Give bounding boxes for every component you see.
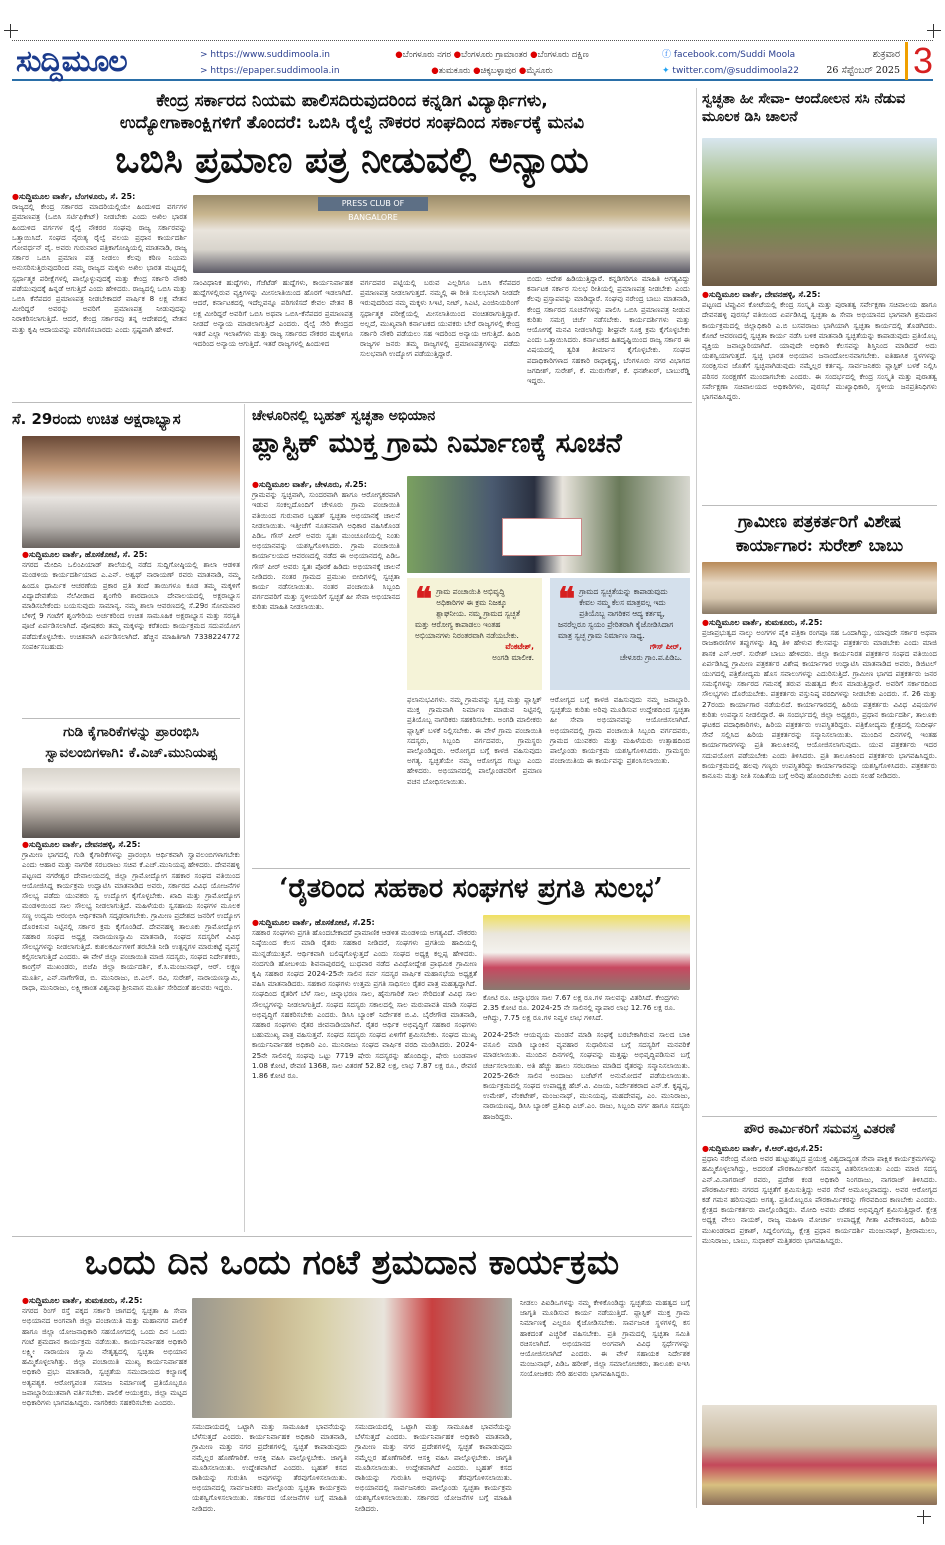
kicker: ಉದ್ಯೋಗಾಕಾಂಕ್ಷಿಗಳಿಗೆ ತೊಂದರೆ: ಒಬಿಸಿ ರೈಲ್ವೆ ನೌಕರರ ಸಂಘದಿಂದ ಸರ್ಕಾರಕ್ಕೆ ಮನವಿ [119, 113, 585, 133]
cleanliness-drive-photo [407, 476, 690, 573]
article-journalists [702, 510, 937, 558]
dateline: ಸುದ್ದಿಮೂಲ ವಾರ್ತೆ, ಹೊಸಕೋಟೆ, ಸೆ. 25: [28, 550, 148, 559]
section-divider [22, 718, 240, 719]
campaign-banner [502, 518, 582, 556]
article-plastic [252, 406, 690, 462]
article-obc [12, 90, 692, 184]
quote-author: ಗೌಸ್ ಪೀರ್, [649, 642, 682, 651]
article-obc-col1: ●ಸುದ್ದಿಮೂಲ ವಾರ್ತೆ, ಬೆಂಗಳೂರು, ಸೆ. 25: ರಾಜ್ಯದಲ್ಲಿ ಕೇಂದ್ರ ಸರ್ಕಾರದ ಮಾದರಿಯಲ್ಲಿಯೇ ಹಿಂದುಳಿದ ವರ್ಗಗಳ ಪ್ರಮಾಣಪತ್ರ (ಒಬಿಸಿ ಸರ್ಟಿಫಿಕೇಟ್) ನೀಡಬೇಕು ಎಂದು ಅಖಿಲ ಭಾರತ ಹಿಂದುಳಿದ ವರ್ಗಗಳ ರೈಲ್ವೆ ನೌಕರರ ಸಂಘವು ರಾಜ್ಯ ಸರ್ಕಾರವನ್ನು ಒತ್ತಾಯಿಸಿದೆ. ಸಂಘದ ನೈರುತ್ಯ ರೈಲ್ವೆ ವಲಯ ಪ್ರಧಾನ ಕಾರ್ಯದರ್ಶಿ ಗೋವರ್ಧನ್ ವೈ. ಅವರು ಗುರುವಾರ ಪತ್ರಿಕಾಗೋಷ್ಠಿಯಲ್ಲಿ ಮಾತನಾಡಿ, ರಾಜ್ಯ ಸರ್ಕಾರ ಒಬಿಸಿ ಪ್ರಮಾಣ ಪತ್ರ ನೀಡಲು ಕೆಲವು ಕಠಿಣ ನಿಯಮ ಅನುಸರಿಸುತ್ತಿರುವುದರಿಂದ ನಮ್ಮ ರಾಜ್ಯದ ಮಕ್ಕಳು ಅಖಿಲ ಭಾರತ ಮಟ್ಟದಲ್ಲಿ ಸ್ಪರ್ಧಾತ್ಮಕ ಪರೀಕ್ಷೆಗಳಲ್ಲಿ ಪಾಲ್ಗೊಳ್ಳುವುದಕ್ಕೆ ಮತ್ತು ಕೇಂದ್ರ ಸರ್ಕಾರಿ ನೌಕರಿ ಪಡೆಯುವುದಕ್ಕೆ ಹಿನ್ನಡೆ ಆಗುತ್ತಿದೆ ಎಂದು ಹೇಳಿದರು. ರಾಜ್ಯದಲ್ಲಿ ಒಬಿಸಿ ಮತ್ತು ಒಬಿಸಿ ಕೆನೆಪದರ ಪ್ರಮಾಣಪತ್ರ ನೀಡಬೇಕಾದರೆ ವಾರ್ಷಿಕ 8 ಲಕ್ಷ ವೇತನ ಮೀರಿದ್ದರೆ ಅವರನ್ನು ಅವರಿಗೆ ಪ್ರಮಾಣಪತ್ರ ನೀಡುವುದನ್ನು ನಿರಾಕರಿಸಲಾಗುತ್ತಿದೆ. ಆದರೆ, ಕೇಂದ್ರ ಸರ್ಕಾರವು ತನ್ನ ಆದೇಶದಲ್ಲಿ ವೇತನ ಮತ್ತು ಕೃಷಿ ಆದಾಯವನ್ನು ಪರಿಗಣಿಸಬಾರದು ಎಂದು ಸ್ಪಷ್ಟವಾಗಿ ಹೇಳಿದೆ. [12, 192, 187, 334]
article-plastic-col3: ಆರೋಗ್ಯದ ಬಗ್ಗೆ ಕಾಳಜಿ ವಹಿಸುವುದು ನಮ್ಮ ಜವಾಬ್ದಾರಿ. ಸ್ವಚ್ಛತೆಯ ಕುರಿತು ಅರಿವು ಮೂಡಿಸುವ ಉದ್ದೇಶದಿಂದ ಸ್ವಚ್ಛತಾ ಹೀ ಸೇವಾ ಅಭಿಯಾನವನ್ನು ಆಯೋಜಿಸಲಾಗಿದೆ. ಅಭಿಯಾನದಲ್ಲಿ ಗ್ರಾಮ ಪಂಚಾಯಿತಿ ಸಿಬ್ಬಂದಿ ವರ್ಗದವರು, ಗ್ರಾಮದ ಯುವಕರು ಮತ್ತು ಮಹಿಳೆಯರು ಉತ್ಸಾಹದಿಂದ ಪಾಲ್ಗೊಂಡು ಕಾರ್ಯಕ್ರಮ ಯಶಸ್ವಿಗೊಳಿಸಿದರು. ಗ್ರಾಮಸ್ಥರು ಪಂಚಾಯಿತಿಯ ಈ ಕಾರ್ಯವನ್ನು ಪ್ರಶಂಸಿಸಲಾಯಿತು. [550, 695, 690, 766]
article-shramadana [12, 1238, 692, 1288]
headline: ಗ್ರಾಮೀಣ ಪತ್ರಕರ್ತರಿಗೆ ವಿಶೇಷ ಕಾರ್ಯಾಗಾರ: ಸುರೇಶ್ ಬಾಬು [735, 512, 904, 556]
section-divider [12, 402, 692, 403]
kicker: ಚೇಳೂರಿನಲ್ಲಿ ಬೃಹತ್ ಸ್ವಚ್ಛತಾ ಅಭಿಯಾನ [252, 408, 436, 424]
headline: ಪೌರ ಕಾರ್ಮಿಕರಿಗೆ ಸಮವಸ್ತ್ರ ವಿತರಣೆ [743, 1122, 896, 1137]
section-divider [702, 505, 937, 506]
article-body: ರಾಜ್ಯದಲ್ಲಿ ಕೇಂದ್ರ ಸರ್ಕಾರದ ಮಾದರಿಯಲ್ಲಿಯೇ ಹಿಂದುಳಿದ ವರ್ಗಗಳ ಪ್ರಮಾಣಪತ್ರ (ಒಬಿಸಿ ಸರ್ಟಿಫಿಕೇಟ್) ನೀಡಬೇಕು ಎಂದು ಅಖಿಲ ಭಾರತ ಹಿಂದುಳಿದ ವರ್ಗಗಳ ರೈಲ್ವೆ ನೌಕರರ ಸಂಘವು ರಾಜ್ಯ ಸರ್ಕಾರವನ್ನು ಒತ್ತಾಯಿಸಿದೆ. ಸಂಘದ ನೈರುತ್ಯ ರೈಲ್ವೆ ವಲಯ ಪ್ರಧಾನ ಕಾರ್ಯದರ್ಶಿ ಗೋವರ್ಧನ್ ವೈ. ಅವರು ಗುರುವಾರ ಪತ್ರಿಕಾಗೋಷ್ಠಿಯಲ್ಲಿ ಮಾತನಾಡಿ, ರಾಜ್ಯ ಸರ್ಕಾರ ಒಬಿಸಿ ಪ್ರಮಾಣ ಪತ್ರ ನೀಡಲು ಕೆಲವು ಕಠಿಣ ನಿಯಮ ಅನುಸರಿಸುತ್ತಿರುವುದರಿಂದ ನಮ್ಮ ರಾಜ್ಯದ ಮಕ್ಕಳು ಅಖಿಲ ಭಾರತ ಮಟ್ಟದಲ್ಲಿ ಸ್ಪರ್ಧಾತ್ಮಕ ಪರೀಕ್ಷೆಗಳಲ್ಲಿ ಪಾಲ್ಗೊಳ್ಳುವುದಕ್ಕೆ ಮತ್ತು ಕೇಂದ್ರ ಸರ್ಕಾರಿ ನೌಕರಿ ಪಡೆಯುವುದಕ್ಕೆ ಹಿನ್ನಡೆ ಆಗುತ್ತಿದೆ ಎಂದು ಹೇಳಿದರು. ರಾಜ್ಯದಲ್ಲಿ ಒಬಿಸಿ ಮತ್ತು ಒಬಿಸಿ ಕೆನೆಪದರ ಪ್ರಮಾಣಪತ್ರ ನೀಡಬೇಕಾದರೆ ವಾರ್ಷಿಕ 8 ಲಕ್ಷ ವೇತನ ಮೀರಿದ್ದರೆ ಅವರನ್ನು ಅವರಿಗೆ ಪ್ರಮಾಣಪತ್ರ ನೀಡುವುದನ್ನು ನಿರಾಕರಿಸಲಾಗುತ್ತಿದೆ. ಆದರೆ, ಕೇಂದ್ರ ಸರ್ಕಾರವು ತನ್ನ ಆದೇಶದಲ್ಲಿ ವೇತನ ಮತ್ತು ಕೃಷಿ ಆದಾಯವನ್ನು ಪರಿಗಣಿಸಬಾರದು ಎಂದು ಸ್ಪಷ್ಟವಾಗಿ ಹೇಳಿದೆ. [12, 202, 187, 334]
top-dotted-rule [12, 40, 933, 41]
article-body: ಪ್ರಧಾನಿ ನರೇಂದ್ರ ಮೋದಿ ಅವರ ಹುಟ್ಟುಹಬ್ಬದ ಪ್ರಯುಕ್ತ ವಿಶ್ವದಾದ್ಯಂತ ಸೇವಾ ಪಾಕ್ಷಿಕ ಕಾರ್ಯಕ್ರಮಗಳನ್ನು ಹಮ್ಮಿಕೊಳ್ಳಲಾಗಿದ್ದು, ಅದರಂತೆ ಪೌರಕಾರ್ಮಿಕರಿಗೆ ಸಮವಸ್ತ್ರ ವಿತರಿಸಲಾಯಿತು ಎಂದು ಮಾಜಿ ಸದಸ್ಯ ಎನ್.ವಿ.ನಾಗರಾಜ್ ರವರು, ಪ್ರದೇಶ ಕಂಡ ಅಧಿಕಾರಿ ನಿಂಗರಾಜು, ನಾಗರಾಜ್ ತಿಳಿಸಿದರು. ಪೌರಕಾರ್ಮಿಕರು ನಗರದ ಸ್ವಚ್ಛತೆಗೆ ಶ್ರಮಿಸುತ್ತಿದ್ದು ಅವರ ಸೇವೆ ಅಮೂಲ್ಯವಾದದ್ದು. ಅವರ ಆರೋಗ್ಯದ ಕಡೆ ಗಮನ ಹರಿಸುವುದು ಅಗತ್ಯ. ಪ್ರತಿಯೊಬ್ಬರೂ ಪೌರಕಾರ್ಮಿಕರನ್ನು ಗೌರವದಿಂದ ಕಾಣಬೇಕು ಎಂದರು. ಕ್ಷೇತ್ರದ ಕಾರ್ಯಕರ್ತರು ಪಾಲ್ಗೊಂಡಿದ್ದರು. ಮೋದಿ ಅವರು ದೇಶದ ಅಭಿವೃದ್ಧಿಗೆ ಶ್ರಮಿಸುತ್ತಿದ್ದಾರೆ. ಕ್ಷೇತ್ರ ಅಧ್ಯಕ್ಷ ವೇಲು ನಾಯಕ್, ರಾಜ್ಯ ಮಹಿಳಾ ಮೋರ್ಚಾ ಉಪಾಧ್ಯಕ್ಷೆ ಗೀತಾ ವಿವೇಕಾನಂದ, ಹಿರಿಯ ಮುಖಂಡರಾದ ಪ್ರಕಾಶ್, ಸಿದ್ದಲಿಂಗಯ್ಯ, ಕ್ಷೇತ್ರ ಪ್ರಧಾನ ಕಾರ್ಯದರ್ಶಿ ಮಂಜುನಾಥ್, ಶ್ರೀರಾಮುಲು, ಮುನಿರಾಜು, ಬಾಬು, ಸುಧಾಕರ್ ಮತ್ತಿತರರು ಭಾಗವಹಿಸಿದ್ದರು. [702, 1154, 937, 1245]
article-obc-col2: ಸಾಂವಿಧಾನಿಕ ಹುದ್ದೆಗಳು, ಗೆಜೆಟೆಡ್ ಹುದ್ದೆಗಳು, ಕಾರ್ಯನಿರ್ವಾಹಕ ಹುದ್ದೆಗಳಲ್ಲಿರುವ ವ್ಯಕ್ತಿಗಳನ್ನು ಮೀಸಲಾತಿಯಿಂದ ಹೊರಗೆ ಇಡಲಾಗಿದೆ. ಆದರೆ, ಕರ್ನಾಟಕದಲ್ಲಿ ಇದೆಲ್ಲವನ್ನೂ ಪರಿಗಣಿಸದೆ ಕೇವಲ ವೇತನ 8 ಲಕ್ಷ ಮೀರಿದ್ದರೆ ಅವರಿಗೆ ಒಬಿಸಿ ಅಥವಾ ಒಬಿಸಿ-ಕೆನೆಪದರ ಪ್ರಮಾಣಪತ್ರ ನೀಡದೆ ಅನ್ಯಾಯ ಮಾಡಲಾಗುತ್ತಿದೆ ಎಂದರು. ರೈಲ್ವೆ ಸೇರಿ ಕೇಂದ್ರದ ಇತರೆ ಎಲ್ಲಾ ಇಲಾಖೆಗಳು ಮತ್ತು ರಾಜ್ಯ ಸರ್ಕಾರದ ನೌಕರರ ಮಕ್ಕಳಿಗೂ ಇದರಿಂದ ಅನ್ಯಾಯ ಆಗುತ್ತಿದೆ. ಇತರೆ ರಾಜ್ಯಗಳಲ್ಲಿ ಹಿಂದುಳಿದ [193, 278, 353, 349]
logo[interactable]: ಸುದ್ದಿಮೂಲ [16, 44, 127, 79]
article-journalists-body: ●ಸುದ್ದಿಮೂಲ ವಾರ್ತೆ, ತುಮಕೂರು, ಸೆ.25: ಪ್ರಜಾಪ್ರಭುತ್ವದ ನಾಲ್ಕು ಅಂಗಗಳ ಪೈಕಿ ಪತ್ರಿಕಾ ರಂಗವೂ ಸಹ ಒಂದಾಗಿದ್ದು, ಯಾವುದೇ ಸರ್ಕಾರ ಅಥವಾ ರಾಜಕಾರಣಿಗಳ ತಪ್ಪುಗಳನ್ನು ತಿದ್ದಿ ತಿಳಿ ಹೇಳುವ ಕೆಲಸವನ್ನು ಪತ್ರಕರ್ತರು ಮಾಡಬೇಕು ಎಂದು ಮಾಜಿ ಶಾಸಕ ಎಸ್.ಆರ್. ಸುರೇಶ್ ಬಾಬು ಹೇಳಿದರು. ಜಿಲ್ಲಾ ಕಾರ್ಯನಿರತ ಪತ್ರಕರ್ತರ ಸಂಘದ ವತಿಯಿಂದ ಏರ್ಪಡಿಸಿದ್ದ ಗ್ರಾಮೀಣ ಪತ್ರಕರ್ತರ ವಿಶೇಷ ಕಾರ್ಯಾಗಾರ ಉದ್ಘಾಟಿಸಿ ಮಾತನಾಡಿದ ಅವರು, ಡಿಜಿಟಲ್ ಯುಗದಲ್ಲಿ ಪತ್ರಿಕೋದ್ಯಮ ಹೊಸ ಸವಾಲುಗಳನ್ನು ಎದುರಿಸುತ್ತಿದೆ. ಗ್ರಾಮೀಣ ಭಾಗದ ಪತ್ರಕರ್ತರು ಜನರ ಸಮಸ್ಯೆಗಳನ್ನು ಸರ್ಕಾರದ ಗಮನಕ್ಕೆ ತರುವ ಮಹತ್ವದ ಕೆಲಸ ಮಾಡುತ್ತಿದ್ದಾರೆ. ಅವರಿಗೆ ಸರ್ಕಾರದಿಂದ ಸೌಲಭ್ಯಗಳು ದೊರೆಯಬೇಕು. ಪತ್ರಕರ್ತರು ವಸ್ತುನಿಷ್ಠ ವರದಿಗಳನ್ನು ನೀಡಬೇಕು ಎಂದರು. ಸೆ. 26 ಮತ್ತು 27ರಂದು ಕಾರ್ಯಾಗಾರ ನಡೆಯಲಿದೆ. ಕಾರ್ಯಾಗಾರದಲ್ಲಿ ಹಿರಿಯ ಪತ್ರಕರ್ತರು ವಿವಿಧ ವಿಷಯಗಳ ಕುರಿತು ಉಪನ್ಯಾಸ ನೀಡಲಿದ್ದಾರೆ. ಈ ಸಂದರ್ಭದಲ್ಲಿ ಜಿಲ್ಲಾ ಅಧ್ಯಕ್ಷರು, ಪ್ರಧಾನ ಕಾರ್ಯದರ್ಶಿ, ತಾಲೂಕು ಘಟಕದ ಪದಾಧಿಕಾರಿಗಳು, ಹಿರಿಯ ಪತ್ರಕರ್ತರು ಉಪಸ್ಥಿತರಿದ್ದರು. ಪತ್ರಿಕೋದ್ಯಮ ಕ್ಷೇತ್ರದಲ್ಲಿ ಸುದೀರ್ಘ ಸೇವೆ ಸಲ್ಲಿಸಿದ ಹಿರಿಯ ಪತ್ರಕರ್ತರನ್ನು ಸನ್ಮಾನಿಸಲಾಯಿತು. ಮುಂದಿನ ದಿನಗಳಲ್ಲಿ ಇಂತಹ ಕಾರ್ಯಾಗಾರಗಳನ್ನು ಪ್ರತಿ ತಾಲೂಕಿನಲ್ಲಿ ಆಯೋಜಿಸಲಾಗುವುದು. ಯುವ ಪತ್ರಕರ್ತರು ಇದರ ಸದುಪಯೋಗ ಪಡೆಯಬೇಕು ಎಂದು ತಿಳಿಸಿದರು. ಪ್ರತಿ ತಾಲೂಕಿನಿಂದ ಪತ್ರಕರ್ತರು ಭಾಗವಹಿಸಿದ್ದರು. ಕಾರ್ಯಕ್ರಮದಲ್ಲಿ ಹಲವು ಗಣ್ಯರು ಉಪಸ್ಥಿತರಿದ್ದು ಕಾರ್ಯಾಗಾರವನ್ನು ಯಶಸ್ವಿಗೊಳಿಸಿದರು. ಪತ್ರಕರ್ತರು ಕಾನೂನು ಮತ್ತು ನೀತಿ ಸಂಹಿತೆಯ ಬಗ್ಗೆ ಅರಿವು ಹೊಂದಿರಬೇಕು ಎಂದು ಸಲಹೆ ನೀಡಿದರು. [702, 618, 937, 781]
headline: ಗುಡಿ ಕೈಗಾರಿಕೆಗಳನ್ನು ಪ್ರಾರಂಭಿಸಿ ಸ್ವಾವಲಂಬಿಗಳಾಗಿ: ಕೆ.ಎಚ್.ಮುನಿಯಪ್ಪ [45, 724, 217, 761]
city: ಬೆಂಗಳೂರು ಗ್ರಾಮಾಂತರ [461, 50, 528, 60]
city: ಚಿಕ್ಕಬಳ್ಳಾಪುರ [480, 66, 517, 76]
article-obc-col4 [527, 192, 690, 398]
dateline: ಸುದ್ದಿಮೂಲ ವಾರ್ತೆ, ಚೇಳೂರು, ಸೆ.25: [258, 480, 367, 489]
city: ಮೈಸೂರು [526, 66, 553, 76]
crop-mark-icon [4, 24, 18, 38]
minister-photo [22, 768, 240, 838]
section-divider [252, 868, 690, 869]
facebook-icon: ⓕ [662, 50, 672, 60]
article-raitha-col1: ●ಸುದ್ದಿಮೂಲ ವಾರ್ತೆ, ಹೊಸಕೋಟೆ, ಸೆ.25: ಸಹಕಾರ ಸಂಘಗಳು ಪ್ರಗತಿ ಹೊಂದಬೇಕಾದರೆ ಪ್ರಾಮಾಣಿಕ ಆಡಳಿತ ಮಂಡಳಿಯ ಅಗತ್ಯವಿದೆ. ನೌಕರರು ನಿಷ್ಠೆಯಿಂದ ಕೆಲಸ ಮಾಡಿ ರೈತರು ಸಹಕಾರ ನೀಡಿದರೆ, ಸಂಘಗಳು ಪ್ರಗತಿಯ ಹಾದಿಯಲ್ಲಿ ಮುನ್ನಡೆಯುತ್ತವೆ. ಆರ್ಥಿಕವಾಗಿ ಬಲಿಷ್ಠಗೊಳ್ಳುತ್ತದೆ ಎಂದು ಸಂಘದ ಅಧ್ಯಕ್ಷ ಕಲ್ಲಪ್ಪ ಹೇಳಿದರು. ನಂದಗುಡಿ ಹೋಬಳಿಯ ಶಿವನಾಪುರದಲ್ಲಿ ಬುಧವಾರ ನಡೆದ ವಿವಿಧೋದ್ದೇಶ ಪ್ರಾಥಮಿಕ ಗ್ರಾಮೀಣ ಕೃಷಿ ಸಹಕಾರ ಸಂಘದ 2024-25ನೇ ಸಾಲಿನ ಸರ್ವ ಸದಸ್ಯರ ವಾರ್ಷಿಕ ಮಹಾಸಭೆಯ ಅಧ್ಯಕ್ಷತೆ ವಹಿಸಿ ಮಾತನಾಡಿದರು. ಸಹಕಾರ ಸಂಘಗಳು ಉತ್ತಮ ಪ್ರಗತಿ ಸಾಧಿಸಲು ರೈತರ ಪಾತ್ರ ಮಹತ್ವದ್ದಾಗಿದೆ. ಸಂಘದಿಂದ ರೈತರಿಗೆ ಬೆಳೆ ಸಾಲ, ಚಿನ್ನಾಭರಣ ಸಾಲ, ಹೈನುಗಾರಿಕೆ ಸಾಲ ಸೇರಿದಂತೆ ವಿವಿಧ ಸಾಲ ಸೌಲಭ್ಯಗಳನ್ನು ನೀಡಲಾಗುತ್ತಿದೆ. ಸಂಘದ ಸದಸ್ಯರು ಸಕಾಲದಲ್ಲಿ ಸಾಲ ಮರುಪಾವತಿ ಮಾಡಿ ಸಂಘದ ಅಭಿವೃದ್ಧಿಗೆ ಸಹಕರಿಸಬೇಕು ಎಂದರು. ಡಿಸಿಸಿ ಬ್ಯಾಂಕ್ ನಿರ್ದೇಶಕ ಬಿ.ವಿ. ಬೈರೇಗೌಡ ಮಾತನಾಡಿ, ಸಹಕಾರ ಸಂಘಗಳು ರೈತರ ಜೀವನಾಡಿಯಾಗಿವೆ. ರೈತರ ಆರ್ಥಿಕ ಅಭಿವೃದ್ಧಿಗೆ ಸಹಕಾರ ಸಂಘಗಳು ಬಹುಮುಖ್ಯ ಪಾತ್ರ ವಹಿಸುತ್ತವೆ. ಸಂಘದ ಸದಸ್ಯರು ಸಂಘದ ಏಳಿಗೆಗೆ ಶ್ರಮಿಸಬೇಕು. ಸಂಘದ ಮುಖ್ಯ ಕಾರ್ಯನಿರ್ವಾಹಕ ಅಧಿಕಾರಿ ಎಂ. ಮುನಿರಾಜು ಸಂಘದ ವಾರ್ಷಿಕ ವರದಿ ಮಂಡಿಸಿದರು. 2024-25ನೇ ಸಾಲಿನಲ್ಲಿ ಸಂಘವು ಒಟ್ಟು 7719 ಷೇರು ಸದಸ್ಯರನ್ನು ಹೊಂದಿದ್ದು, ಷೇರು ಬಂಡವಾಳ 1.08 ಕೋಟಿ, ಠೇವಣಿ 1368, ಸಾಲ ವಿತರಣೆ 52.82 ಲಕ್ಷ, ಲಾಭ 7.87 ಲಕ್ಷ ರೂ., ಠೇವಣಿ 1.86 ಕೋಟಿ ರೂ. [252, 918, 477, 1081]
article-shramadana-col2b: ಸಮುದಾಯದಲ್ಲಿ ಒಟ್ಟಾಗಿ ಮತ್ತು ಸಾಮೂಹಿಕ ಭಾವನೆಯನ್ನು ಬೆಳೆಸುತ್ತದೆ ಎಂದರು. ಕಾರ್ಯನಿರ್ವಾಹಕ ಅಧಿಕಾರಿ ಮಾತನಾಡಿ, ಗ್ರಾಮೀಣ ಮತ್ತು ನಗರ ಪ್ರದೇಶಗಳಲ್ಲಿ ಸ್ವಚ್ಛತೆ ಕಾಪಾಡುವುದು ನಮ್ಮೆಲ್ಲರ ಹೊಣೆಗಾರಿಕೆ. ಆಸಕ್ತಿ ವಹಿಸಿ ಪಾಲ್ಗೊಳ್ಳಬೇಕು. ಜಾಗೃತಿ ಮೂಡಿಸಲಾಯಿತು. ಉದ್ದೇಶವಾಗಿದೆ ಎಂದರು. ಬೃಹತ್ ಕಸದ ರಾಶಿಯನ್ನು ಗುರುತಿಸಿ ಅವುಗಳನ್ನು ತೆರವುಗೊಳಿಸಲಾಯಿತು. ಅಭಿಯಾನದಲ್ಲಿ ಸಾರ್ವಜನಿಕರು ಪಾಲ್ಗೊಂಡು ಸ್ವಚ್ಛತಾ ಕಾರ್ಯಕ್ರಮ ಯಶಸ್ವಿಗೊಳಿಸಲಾಯಿತು. ಸರ್ಕಾರದ ಯೋಜನೆಗಳ ಬಗ್ಗೆ ಮಾಹಿತಿ ನೀಡಿದರು. [355, 1422, 512, 1513]
article-gudi-body: ●ಸುದ್ದಿಮೂಲ ವಾರ್ತೆ, ದೇವನಹಳ್ಳಿ, ಸೆ.25: ಗ್ರಾಮೀಣ ಭಾಗದಲ್ಲಿ ಗುಡಿ ಕೈಗಾರಿಕೆಗಳನ್ನು ಪ್ರಾರಂಭಿಸಿ ಆರ್ಥಿಕವಾಗಿ ಸ್ವಾವಲಂಬಿಗಳಾಗಬೇಕು ಎಂದು ಆಹಾರ ಮತ್ತು ನಾಗರಿಕ ಸರಬರಾಜು ಸಚಿವ ಕೆ.ಎಚ್.ಮುನಿಯಪ್ಪ ಹೇಳಿದರು. ದೇವನಹಳ್ಳಿ ಪಟ್ಟಣದ ನಗರೇಶ್ವರ ದೇವಾಲಯದಲ್ಲಿ ಜಿಲ್ಲಾ ಗ್ರಾಮೋದ್ಯೋಗ ಸಹಕಾರ ಸಂಘದ ವತಿಯಿಂದ ಆಯೋಜಿಸಿದ್ದ ಕಾರ್ಯಕ್ರಮ ಉದ್ಘಾಟಿಸಿ ಮಾತನಾಡಿದ ಅವರು, ಸರ್ಕಾರದ ವಿವಿಧ ಯೋಜನೆಗಳ ಸೌಲಭ್ಯ ಪಡೆದು ಯುವಕರು ಸ್ವ ಉದ್ಯೋಗ ಕೈಗೊಳ್ಳಬೇಕು. ಖಾದಿ ಮತ್ತು ಗ್ರಾಮೋದ್ಯೋಗ ಮಂಡಳಿಯಿಂದ ಸಾಲ ಸೌಲಭ್ಯ ನೀಡಲಾಗುತ್ತಿದೆ. ಮಹಿಳೆಯರು ಸ್ವಸಹಾಯ ಸಂಘಗಳ ಮೂಲಕ ಸಣ್ಣ ಉದ್ಯಮ ಆರಂಭಿಸಿ ಆರ್ಥಿಕವಾಗಿ ಸದೃಢರಾಗಬೇಕು. ಗ್ರಾಮೀಣ ಪ್ರದೇಶದ ಜನರಿಗೆ ಉದ್ಯೋಗ ದೊರಕಿಸುವ ನಿಟ್ಟಿನಲ್ಲಿ ಸರ್ಕಾರ ಕ್ರಮ ಕೈಗೊಂಡಿದೆ. ದೇವನಹಳ್ಳಿ ತಾಲೂಕು ಗ್ರಾಮೋದ್ಯೋಗ ಸಹಕಾರ ಸಂಘದ ಅಧ್ಯಕ್ಷ ನಾರಾಯಣಸ್ವಾಮಿ ಮಾತನಾಡಿ, ಸಂಘದ ಸದಸ್ಯರಿಗೆ ವಿವಿಧ ಸೌಲಭ್ಯಗಳನ್ನು ನೀಡಲಾಗುತ್ತಿದೆ. ಕುಶಲಕರ್ಮಿಗಳಿಗೆ ತರಬೇತಿ ನೀಡಿ ಉತ್ಪನ್ನಗಳ ಮಾರುಕಟ್ಟೆ ವ್ಯವಸ್ಥೆ ಕಲ್ಪಿಸಲಾಗುತ್ತಿದೆ ಎಂದರು. ಈ ವೇಳೆ ಜಿಲ್ಲಾ ಪಂಚಾಯಿತಿ ಮಾಜಿ ಸದಸ್ಯರು, ಸಂಘದ ನಿರ್ದೇಶಕರು, ಕಾಂಗ್ರೆಸ್ ಮುಖಂಡರು, ಬಿಜೆಪಿ ಜಿಲ್ಲಾ ಕಾರ್ಯದರ್ಶಿ, ಕೆ.ಸಿ.ಮಂಜುನಾಥ್, ಆರ್. ಲಕ್ಷ್ಮಣ ಮೂರ್ತಿ, ಎನ್.ನಾಗೇಗೌಡ, ಬಿ. ಮುನಿರಾಜು, ಬಿ.ಎಲ್. ರವಿ, ಸುರೇಶ್, ನಾರಾಯಣಸ್ವಾಮಿ, ರಾಧಾ, ಮುನಿರಾಜು, ಲಕ್ಷ್ಮೀಕಾಂತ ವಿಶ್ವನಾಥ ಶ್ರೀನಿವಾಸ ಮೂರ್ತಿ ಸೇರಿದಂತೆ ಹಲವರು ಇದ್ದರು. [22, 840, 240, 992]
weekday: ಶುಕ್ರವಾರ [872, 49, 900, 60]
issue-date [812, 47, 900, 79]
article-pourakarmika-body: ●ಸುದ್ದಿಮೂಲ ವಾರ್ತೆ, ಕೆ.ಆರ್.ಪುರ,ಸೆ.25: ಪ್ರಧಾನಿ ನರೇಂದ್ರ ಮೋದಿ ಅವರ ಹುಟ್ಟುಹಬ್ಬದ ಪ್ರಯುಕ್ತ ವಿಶ್ವದಾದ್ಯಂತ ಸೇವಾ ಪಾಕ್ಷಿಕ ಕಾರ್ಯಕ್ರಮಗಳನ್ನು ಹಮ್ಮಿಕೊಳ್ಳಲಾಗಿದ್ದು, ಅದರಂತೆ ಪೌರಕಾರ್ಮಿಕರಿಗೆ ಸಮವಸ್ತ್ರ ವಿತರಿಸಲಾಯಿತು ಎಂದು ಮಾಜಿ ಸದಸ್ಯ ಎನ್.ವಿ.ನಾಗರಾಜ್ ರವರು, ಪ್ರದೇಶ ಕಂಡ ಅಧಿಕಾರಿ ನಿಂಗರಾಜು, ನಾಗರಾಜ್ ತಿಳಿಸಿದರು. ಪೌರಕಾರ್ಮಿಕರು ನಗರದ ಸ್ವಚ್ಛತೆಗೆ ಶ್ರಮಿಸುತ್ತಿದ್ದು ಅವರ ಸೇವೆ ಅಮೂಲ್ಯವಾದದ್ದು. ಅವರ ಆರೋಗ್ಯದ ಕಡೆ ಗಮನ ಹರಿಸುವುದು ಅಗತ್ಯ. ಪ್ರತಿಯೊಬ್ಬರೂ ಪೌರಕಾರ್ಮಿಕರನ್ನು ಗೌರವದಿಂದ ಕಾಣಬೇಕು ಎಂದರು. ಕ್ಷೇತ್ರದ ಕಾರ್ಯಕರ್ತರು ಪಾಲ್ಗೊಂಡಿದ್ದರು. ಮೋದಿ ಅವರು ದೇಶದ ಅಭಿವೃದ್ಧಿಗೆ ಶ್ರಮಿಸುತ್ತಿದ್ದಾರೆ. ಕ್ಷೇತ್ರ ಅಧ್ಯಕ್ಷ ವೇಲು ನಾಯಕ್, ರಾಜ್ಯ ಮಹಿಳಾ ಮೋರ್ಚಾ ಉಪಾಧ್ಯಕ್ಷೆ ಗೀತಾ ವಿವೇಕಾನಂದ, ಹಿರಿಯ ಮುಖಂಡರಾದ ಪ್ರಕಾಶ್, ಸಿದ್ದಲಿಂಗಯ್ಯ, ಕ್ಷೇತ್ರ ಪ್ರಧಾನ ಕಾರ್ಯದರ್ಶಿ ಮಂಜುನಾಥ್, ಶ್ರೀರಾಮುಲು, ಮುನಿರಾಜು, ಬಾಬು, ಸುಧಾಕರ್ ಮತ್ತಿತರರು ಭಾಗವಹಿಸಿದ್ದರು. [702, 1144, 937, 1245]
dateline: ಸುದ್ದಿಮೂಲ ವಾರ್ತೆ, ಬೆಂಗಳೂರು, ಸೆ. 25: [18, 192, 136, 201]
article-shramadana-col3: ನೀಡಲು ಪಿಐಡಿಒಗಳನ್ನು ನಮ್ಮ ಕೇಳಿಕೊಂಡಿದ್ದು ಸ್ವಚ್ಛತೆಯ ಮಹತ್ವದ ಬಗ್ಗೆ ಜಾಗೃತಿ ಮೂಡಿಸುವ ಕಾರ್ಯ ನಡೆಯುತ್ತಿದೆ. ಪ್ಲಾಸ್ಟಿಕ್ ಮುಕ್ತ ಗ್ರಾಮ ನಿರ್ಮಾಣಕ್ಕೆ ಎಲ್ಲರೂ ಕೈಜೋಡಿಸಬೇಕು. ಸಾರ್ವಜನಿಕ ಸ್ಥಳಗಳಲ್ಲಿ ಕಸ ಹಾಕದಂತೆ ಎಚ್ಚರಿಕೆ ವಹಿಸಬೇಕು. ಪ್ರತಿ ಗ್ರಾಮದಲ್ಲಿ ಸ್ವಚ್ಛತಾ ಸಮಿತಿ ರಚಿಸಲಾಗಿದೆ. ಅಭಿಯಾನದ ಅಂಗವಾಗಿ ವಿವಿಧ ಸ್ಪರ್ಧೆಗಳನ್ನು ಆಯೋಜಿಸಲಾಗಿದೆ ಎಂದರು. ಈ ವೇಳೆ ಸಹಾಯಕ ನಿರ್ದೇಶಕ ಮಂಜುನಾಥ್, ಪಿಡಿಒ ಹರೀಶ್, ಜಿಲ್ಲಾ ಸಮಾಲೋಚಕರು, ತಾಲೂಕು ಐಇಸಿ ಸಂಯೋಜಕರು ಸೇರಿ ಹಲವರು ಭಾಗವಹಿಸಿದ್ದರು. [520, 1298, 690, 1379]
dateline: ಸುದ್ದಿಮೂಲ ವಾರ್ತೆ, ತುಮಕೂರು, ಸೆ.25: [28, 1296, 143, 1305]
quote-text: ಗ್ರಾಮದ ಸ್ವಚ್ಛತೆಯನ್ನು ಕಾಪಾಡುವುದು ಕೇವಲ ನಮ್ಮ ಕೆಲಸ ಮಾತ್ರವಲ್ಲ ಇದು ಪ್ರತಿಯೊಬ್ಬ ನಾಗರಿಕನ ಆದ್ಯ ಕರ್ತವ್ಯ, ಜನರೆಲ್ಲರೂ ಸ್ವಯಂ ಪ್ರೇರಿತರಾಗಿ ಕೈಜೋಡಿಸಿದಾಗ ಮಾತ್ರ ಸ್ವಚ್ಛ ಗ್ರಾಮ ನಿರ್ಮಾಣ ಸಾಧ್ಯ. [558, 587, 674, 640]
article-shramadana-col1: ●ಸುದ್ದಿಮೂಲ ವಾರ್ತೆ, ತುಮಕೂರು, ಸೆ.25: ನಗರದ ರಿಂಗ್ ರಸ್ತೆ ಪಕ್ಕದ ಸರ್ಕಾರಿ ಜಾಗದಲ್ಲಿ ಸ್ವಚ್ಛತಾ ಹಿ ಸೇವಾ ಅಭಿಯಾನದ ಅಂಗವಾಗಿ ಜಿಲ್ಲಾ ಪಂಚಾಯಿತಿ ಮತ್ತು ಮಹಾನಗರ ಪಾಲಿಕೆ ಹಾಗೂ ಜಿಲ್ಲಾ ಯೋಜನಾಧಿಕಾರಿ ಸಹಯೋಗದಲ್ಲಿ ಒಂದು ದಿನ ಒಂದು ಗಂಟೆ ಶ್ರಮದಾನ ಕಾರ್ಯಕ್ರಮ ನಡೆಯಿತು. ಕಾರ್ಯನಿರ್ವಾಹಕ ಅಧಿಕಾರಿ ಲಕ್ಷ್ಮೀ ನಾರಾಯಣ ಸ್ವಾಮಿ ನೇತೃತ್ವದಲ್ಲಿ ಸ್ವಚ್ಛತಾ ಅಭಿಯಾನ ಹಮ್ಮಿಕೊಳ್ಳಲಾಗಿತ್ತು. ಜಿಲ್ಲಾ ಪಂಚಾಯಿತಿ ಮುಖ್ಯ ಕಾರ್ಯನಿರ್ವಾಹಕ ಅಧಿಕಾರಿ ಪ್ರಭು ಮಾತನಾಡಿ, ಸ್ವಚ್ಛತೆಯ ಸಮುದಾಯದ ಕಲ್ಯಾಣಕ್ಕೆ ಅತ್ಯವಶ್ಯಕ. ಆರೋಗ್ಯವಂತ ಸಮಾಜ ನಿರ್ಮಾಣಕ್ಕೆ ಪ್ರತಿಯೊಬ್ಬರೂ ಜವಾಬ್ದಾರಿಯುತವಾಗಿ ವರ್ತಿಸಬೇಕು. ಪಾಲಿಕೆ ಆಯುಕ್ತರು, ಜಿಲ್ಲಾ ಮಟ್ಟದ ಅಧಿಕಾರಿಗಳು ಭಾಗವಹಿಸಿದ್ದರು. ನಾಗರಿಕರು ಸಹಕರಿಸಬೇಕು ಎಂದರು. [22, 1296, 187, 1408]
article-plastic-col1: ●ಸುದ್ದಿಮೂಲ ವಾರ್ತೆ, ಚೇಳೂರು, ಸೆ.25: ಗ್ರಾಮವನ್ನು ಸ್ವಚ್ಛವಾಗಿ, ಸುಂದರವಾಗಿ ಹಾಗೂ ಆರೋಗ್ಯಕರವಾಗಿ ಇಡುವ ಸಂಕಲ್ಪದೊಂದಿಗೆ ಚೇಳೂರು ಗ್ರಾಮ ಪಂಚಾಯಿತಿ ವತಿಯಿಂದ ಗುರುವಾರ ಬೃಹತ್ ಸ್ವಚ್ಛತಾ ಅಭಿಯಾನಕ್ಕೆ ಚಾಲನೆ ನೀಡಲಾಯಿತು. ಇತ್ತೀಚೆಗೆ ನೂತನವಾಗಿ ಅಧಿಕಾರ ವಹಿಸಿಕೊಂಡ ಪಿಡಿಒ ಗೌಸ್ ಪೀರ್ ಅವರು ಸ್ವತಃ ಮುಂಚೂಣಿಯಲ್ಲಿ ನಿಂತು ಅಭಿಯಾನವನ್ನು ಯಶಸ್ವಿಗೊಳಿಸಿದರು. ಗ್ರಾಮ ಪಂಚಾಯಿತಿ ಕಾರ್ಯಾಲಯದ ಆವರಣದಲ್ಲಿ ನಡೆದ ಈ ಅಭಿಯಾನದಲ್ಲಿ ಪಿಡಿಒ ಗೌಸ್ ಪೀರ್ ಅವರು ಸ್ವತಃ ಪೊರಕೆ ಹಿಡಿದು ಅಭಿಯಾನಕ್ಕೆ ಚಾಲನೆ ನೀಡಿದರು. ನಂತರ ಗ್ರಾಮದ ಪ್ರಮುಖ ಬೀದಿಗಳಲ್ಲಿ ಸ್ವಚ್ಛತಾ ಕಾರ್ಯ ನಡೆಸಲಾಯಿತು. ನಂತರ ಪಂಚಾಯಿತಿ ಸಿಬ್ಬಂದಿ ವರ್ಗದವರಿಗೆ ಮತ್ತು ಸ್ಥಳೀಯರಿಗೆ ಸ್ವಚ್ಛತೆ ಹೀ ಸೇವಾ ಅಭಿಯಾನದ ಕುರಿತು ಮಾಹಿತಿ ನೀಡಲಾಯಿತು. [252, 480, 400, 612]
twitter-icon: ✦ [662, 66, 670, 76]
website-link[interactable]: > https://www.suddimoola.in [200, 50, 330, 60]
shramadana-photo [192, 1298, 512, 1418]
dateline: ಸುದ್ದಿಮೂಲ ವಾರ್ತೆ, ದೇವನಹಳ್ಳಿ, ಸೆ.25: [708, 290, 821, 299]
city: ತುಮಕೂರು [438, 66, 471, 76]
article-akshara [12, 408, 240, 430]
masthead [12, 40, 933, 81]
facebook-link[interactable]: facebook.com/Suddi Moola [673, 50, 796, 60]
headline: ಪ್ಲಾಸ್ಟಿಕ್ ಮುಕ್ತ ಗ್ರಾಮ ನಿರ್ಮಾಣಕ್ಕೆ ಸೂಚನೆ [252, 428, 622, 459]
column-divider [696, 88, 697, 1508]
article-gudi [22, 722, 240, 764]
article-body: ಬಿಂದು ಆದೇಶ ಹಿಡಿಯುತ್ತಿದ್ದಾರೆ. ಕನ್ನಡಿಗರಿಗೂ ಮಾಹಿತಿ ಅಗತ್ಯವಿದ್ದು ಕರ್ನಾಟಕ ಸರ್ಕಾರ ಸುಲಭ ರೀತಿಯಲ್ಲಿ ಪ್ರಮಾಣಪತ್ರ ನೀಡಬೇಕು ಎಂದು ಕೆಲವು ಪ್ರಸ್ತಾಪವನ್ನು ಮಾಡಿದ್ದಾರೆ. ಸಂಘವು ನರೇಂದ್ರ ಬಾಬು ಮಾತನಾಡಿ, ಕೇಂದ್ರ ಸರ್ಕಾರದ ಸೂಚನೆಗಳನ್ನು ಪಾಲಿಸಿ ಒಬಿಸಿ ಪ್ರಮಾಣಪತ್ರ ನೀಡುವ ಕುರಿತು ಸಮಗ್ರ ಚರ್ಚೆ ನಡೆಸಬೇಕು. ಕಾರ್ಯದರ್ಶಿಗಳು ಮತ್ತು ಆಯೋಗಕ್ಕೆ ಮನವಿ ನೀಡಲಾಗಿದ್ದು ಶೀಘ್ರವೇ ಸೂಕ್ತ ಕ್ರಮ ಕೈಗೊಳ್ಳಬೇಕು ಎಂದು ಒತ್ತಾಯಿಸಿದರು. ಕರ್ನಾಟಕದ ಹಿತದೃಷ್ಟಿಯಿಂದ ರಾಜ್ಯ ಸರ್ಕಾರ ಈ ವಿಷಯದಲ್ಲಿ ತ್ವರಿತ ತೀರ್ಮಾನ ಕೈಗೊಳ್ಳಬೇಕು. ಸಂಘದ ಪದಾಧಿಕಾರಿಗಳಾದ ಸಹಕಾರಿ ರಾಧಾಕೃಷ್ಣ, ಬೆಂಗಳೂರು ನಗರ ವಿಭಾಗದ ಜಗದೀಶ್, ಸುರೇಶ್, ಕೆ. ಮುರುಗೇಶ್, ಕೆ. ಧನಶೇಖರ್, ಬಾಬುರೆಡ್ಡಿ ಇದ್ದರು. [527, 274, 690, 386]
tree-planting-photo [702, 138, 937, 286]
article-akshara-body: ●ಸುದ್ದಿಮೂಲ ವಾರ್ತೆ, ಹೊಸಕೋಟೆ, ಸೆ. 25: ನಗರದ ಮೇದಿನಿ ಒಲಿಂಪಿಯಾಡ್ ಶಾಲೆಯಲ್ಲಿ ನಡೆದ ಸುದ್ದಿಗೋಷ್ಠಿಯಲ್ಲಿ ಶಾಲಾ ಆಡಳಿತ ಮಂಡಳಿಯ ಕಾರ್ಯದರ್ಶಿಯಾದ ಎ.ಎನ್. ಅಶ್ವಥ್ ನಾರಾಯಣ್ ರವರು ಮಾತನಾಡಿ, ನಮ್ಮ ಹಿಂದೂ ಧಾರ್ಮಿಕ ಆಚರಣೆಯ ಪ್ರಕಾರ ಪ್ರತಿ ತಂದೆ ತಾಯಿಗಳೂ ಕೂಡ ತಮ್ಮ ಮಕ್ಕಳಿಗೆ ವಿದ್ಯಾದೇವತೆಯ ನೆಲೆವೀಡಾದ ಶೃಂಗೇರಿ ಶಾರದಾಂಬಾ ದೇವಾಲಯದಲ್ಲಿ ಅಕ್ಷರಾಭ್ಯಾಸ ಮಾಡಿಸಬೇಕೆಂದು ಬಯಸುವುದು ಸಾಮಾನ್ಯ. ನಮ್ಮ ಶಾಲಾ ಆವರಣದಲ್ಲಿ ಸೆ.29ರ ಸೋಮವಾರ ಬೆಳಿಗ್ಗೆ 9 ಗಂಟೆಗೆ ಶೃಂಗೇರಿಯ ಅರ್ಚಕರಿಂದ ಉಚಿತ ಸಾಮೂಹಿಕ ಅಕ್ಷರಾಭ್ಯಾಸ ಮತ್ತು ಸರಸ್ವತಿ ಪೂಜೆ ಏರ್ಪಡಿಸಲಾಗಿದೆ. ಪೋಷಕರು ತಮ್ಮ ಮಕ್ಕಳನ್ನು ಕರೆತಂದು ಕಾರ್ಯಕ್ರಮದ ಸದುಪಯೋಗ ಪಡೆದುಕೊಳ್ಳಬೇಕು. ಉಚಿತವಾಗಿ ಏರ್ಪಡಿಸಲಾಗಿದೆ. ಹೆಚ್ಚಿನ ಮಾಹಿತಿಗಾಗಿ 7338224772 ಸಂಪರ್ಕಿಸಬಹುದು [22, 550, 240, 651]
article-body: ಗ್ರಾಮೀಣ ಭಾಗದಲ್ಲಿ ಗುಡಿ ಕೈಗಾರಿಕೆಗಳನ್ನು ಪ್ರಾರಂಭಿಸಿ ಆರ್ಥಿಕವಾಗಿ ಸ್ವಾವಲಂಬಿಗಳಾಗಬೇಕು ಎಂದು ಆಹಾರ ಮತ್ತು ನಾಗರಿಕ ಸರಬರಾಜು ಸಚಿವ ಕೆ.ಎಚ್.ಮುನಿಯಪ್ಪ ಹೇಳಿದರು. ದೇವನಹಳ್ಳಿ ಪಟ್ಟಣದ ನಗರೇಶ್ವರ ದೇವಾಲಯದಲ್ಲಿ ಜಿಲ್ಲಾ ಗ್ರಾಮೋದ್ಯೋಗ ಸಹಕಾರ ಸಂಘದ ವತಿಯಿಂದ ಆಯೋಜಿಸಿದ್ದ ಕಾರ್ಯಕ್ರಮ ಉದ್ಘಾಟಿಸಿ ಮಾತನಾಡಿದ ಅವರು, ಸರ್ಕಾರದ ವಿವಿಧ ಯೋಜನೆಗಳ ಸೌಲಭ್ಯ ಪಡೆದು ಯುವಕರು ಸ್ವ ಉದ್ಯೋಗ ಕೈಗೊಳ್ಳಬೇಕು. ಖಾದಿ ಮತ್ತು ಗ್ರಾಮೋದ್ಯೋಗ ಮಂಡಳಿಯಿಂದ ಸಾಲ ಸೌಲಭ್ಯ ನೀಡಲಾಗುತ್ತಿದೆ. ಮಹಿಳೆಯರು ಸ್ವಸಹಾಯ ಸಂಘಗಳ ಮೂಲಕ ಸಣ್ಣ ಉದ್ಯಮ ಆರಂಭಿಸಿ ಆರ್ಥಿಕವಾಗಿ ಸದೃಢರಾಗಬೇಕು. ಗ್ರಾಮೀಣ ಪ್ರದೇಶದ ಜನರಿಗೆ ಉದ್ಯೋಗ ದೊರಕಿಸುವ ನಿಟ್ಟಿನಲ್ಲಿ ಸರ್ಕಾರ ಕ್ರಮ ಕೈಗೊಂಡಿದೆ. ದೇವನಹಳ್ಳಿ ತಾಲೂಕು ಗ್ರಾಮೋದ್ಯೋಗ ಸಹಕಾರ ಸಂಘದ ಅಧ್ಯಕ್ಷ ನಾರಾಯಣಸ್ವಾಮಿ ಮಾತನಾಡಿ, ಸಂಘದ ಸದಸ್ಯರಿಗೆ ವಿವಿಧ ಸೌಲಭ್ಯಗಳನ್ನು ನೀಡಲಾಗುತ್ತಿದೆ. ಕುಶಲಕರ್ಮಿಗಳಿಗೆ ತರಬೇತಿ ನೀಡಿ ಉತ್ಪನ್ನಗಳ ಮಾರುಕಟ್ಟೆ ವ್ಯವಸ್ಥೆ ಕಲ್ಪಿಸಲಾಗುತ್ತಿದೆ ಎಂದರು. ಈ ವೇಳೆ ಜಿಲ್ಲಾ ಪಂಚಾಯಿತಿ ಮಾಜಿ ಸದಸ್ಯರು, ಸಂಘದ ನಿರ್ದೇಶಕರು, ಕಾಂಗ್ರೆಸ್ ಮುಖಂಡರು, ಬಿಜೆಪಿ ಜಿಲ್ಲಾ ಕಾರ್ಯದರ್ಶಿ, ಕೆ.ಸಿ.ಮಂಜುನಾಥ್, ಆರ್. ಲಕ್ಷ್ಮಣ ಮೂರ್ತಿ, ಎನ್.ನಾಗೇಗೌಡ, ಬಿ. ಮುನಿರಾಜು, ಬಿ.ಎಲ್. ರವಿ, ಸುರೇಶ್, ನಾರಾಯಣಸ್ವಾಮಿ, ರಾಧಾ, ಮುನಿರಾಜು, ಲಕ್ಷ್ಮೀಕಾಂತ ವಿಶ್ವನಾಥ ಶ್ರೀನಿವಾಸ ಮೂರ್ತಿ ಸೇರಿದಂತೆ ಹಲವರು ಇದ್ದರು. [22, 850, 240, 992]
headline: ಒಂದು ದಿನ ಒಂದು ಗಂಟೆ ಶ್ರಮದಾನ ಕಾರ್ಯಕ್ರಮ [84, 1243, 620, 1283]
article-swachhata-dc-body: ●ಸುದ್ದಿಮೂಲ ವಾರ್ತೆ, ದೇವನಹಳ್ಳಿ, ಸೆ.25: ಪಟ್ಟಣದ ಟಿಪ್ಪುವಿನ ಕೋಟೆಯಲ್ಲಿ ಕೇಂದ್ರ ಸಂಸ್ಕೃತಿ ಮತ್ತು ಪುರಾತತ್ವ ಸರ್ವೇಕ್ಷಣಾ ಸಚಿವಾಲಯ ಹಾಗೂ ದೇವನಹಳ್ಳಿ ಪುರಸಭೆ ವತಿಯಿಂದ ಏರ್ಪಡಿಸಿದ್ದ ಸ್ವಚ್ಛತಾ ಹಿ ಸೇವಾ ಅಭಿಯಾನದ ಭಾಗವಾಗಿ ಶ್ರಮದಾನ ಕಾರ್ಯಕ್ರಮದಲ್ಲಿ ಜಿಲ್ಲಾಧಿಕಾರಿ ಎ.ಬಿ ಬಸವರಾಜು ಭಾಗಿಯಾಗಿ ಸ್ವಚ್ಛತಾ ಕಾರ್ಯದಲ್ಲಿ ತೊಡಗಿದರು. ಕೋಟೆ ಆವರಣದಲ್ಲಿ ಸ್ವಚ್ಛತಾ ಕಾರ್ಯ ನಡೆಸಿ ಬಳಿಕ ಮಾತನಾಡಿ ಸ್ವಚ್ಛತೆಯನ್ನು ಕಾಪಾಡುವುದು ಪ್ರತಿಯೊಬ್ಬ ವ್ಯಕ್ತಿಯ ಜವಾಬ್ದಾರಿಯಾಗಿದೆ. ಯಾವುದೇ ಅಧಿಕಾರಿ ಕೆಲಸವನ್ನು ಶಿಸ್ತಿನಿಂದ ಮಾಡಿದರೆ ಅದು ಯಶಸ್ವಿಯಾಗುತ್ತದೆ. ಸ್ವಚ್ಛ ಭಾರತ ಅಭಿಯಾನ ಜನಾಂದೋಲನವಾಗಬೇಕು. ಐತಿಹಾಸಿಕ ಸ್ಥಳಗಳನ್ನು ಸಂರಕ್ಷಿಸುವ ಜೊತೆಗೆ ಸ್ವಚ್ಛವಾಗಿಡುವುದು ನಮ್ಮೆಲ್ಲರ ಕರ್ತವ್ಯ. ಸಾರ್ವಜನಿಕರು ಪ್ಲಾಸ್ಟಿಕ್ ಬಳಕೆ ನಿಲ್ಲಿಸಿ ಪರಿಸರ ಸಂರಕ್ಷಣೆಗೆ ಮುಂದಾಗಬೇಕು ಎಂದರು. ಈ ಸಂದರ್ಭದಲ್ಲಿ ಕೇಂದ್ರ ಸಂಸ್ಕೃತಿ ಮತ್ತು ಪುರಾತತ್ವ ಸರ್ವೇಕ್ಷಣಾ ಸಚಿವಾಲಯದ ಅಧಿಕಾರಿಗಳು, ಪುರಸಭೆ ಮುಖ್ಯಾಧಿಕಾರಿ, ಸ್ಥಳೀಯ ಜನಪ್ರತಿನಿಧಿಗಳು ಭಾಗವಹಿಸಿದ್ದರು. [702, 290, 937, 402]
city: ಬೆಂಗಳೂರು ದಕ್ಷಿಣ [537, 50, 589, 60]
article-raitha [252, 870, 690, 908]
article-body: ನಗರದ ಮೇದಿನಿ ಒಲಿಂಪಿಯಾಡ್ ಶಾಲೆಯಲ್ಲಿ ನಡೆದ ಸುದ್ದಿಗೋಷ್ಠಿಯಲ್ಲಿ ಶಾಲಾ ಆಡಳಿತ ಮಂಡಳಿಯ ಕಾರ್ಯದರ್ಶಿಯಾದ ಎ.ಎನ್. ಅಶ್ವಥ್ ನಾರಾಯಣ್ ರವರು ಮಾತನಾಡಿ, ನಮ್ಮ ಹಿಂದೂ ಧಾರ್ಮಿಕ ಆಚರಣೆಯ ಪ್ರಕಾರ ಪ್ರತಿ ತಂದೆ ತಾಯಿಗಳೂ ಕೂಡ ತಮ್ಮ ಮಕ್ಕಳಿಗೆ ವಿದ್ಯಾದೇವತೆಯ ನೆಲೆವೀಡಾದ ಶೃಂಗೇರಿ ಶಾರದಾಂಬಾ ದೇವಾಲಯದಲ್ಲಿ ಅಕ್ಷರಾಭ್ಯಾಸ ಮಾಡಿಸಬೇಕೆಂದು ಬಯಸುವುದು ಸಾಮಾನ್ಯ. ನಮ್ಮ ಶಾಲಾ ಆವರಣದಲ್ಲಿ ಸೆ.29ರ ಸೋಮವಾರ ಬೆಳಿಗ್ಗೆ 9 ಗಂಟೆಗೆ ಶೃಂಗೇರಿಯ ಅರ್ಚಕರಿಂದ ಉಚಿತ ಸಾಮೂಹಿಕ ಅಕ್ಷರಾಭ್ಯಾಸ ಮತ್ತು ಸರಸ್ವತಿ ಪೂಜೆ ಏರ್ಪಡಿಸಲಾಗಿದೆ. ಪೋಷಕರು ತಮ್ಮ ಮಕ್ಕಳನ್ನು ಕರೆತಂದು ಕಾರ್ಯಕ್ರಮದ ಸದುಪಯೋಗ ಪಡೆದುಕೊಳ್ಳಬೇಕು. ಉಚಿತವಾಗಿ ಏರ್ಪಡಿಸಲಾಗಿದೆ. ಹೆಚ್ಚಿನ ಮಾಹಿತಿಗಾಗಿ 7338224772 ಸಂಪರ್ಕಿಸಬಹುದು [22, 560, 240, 651]
page-number: 3 [905, 42, 933, 80]
headline: ಒಬಿಸಿ ಪ್ರಮಾಣ ಪತ್ರ ನೀಡುವಲ್ಲಿ ಅನ್ಯಾಯ [115, 139, 589, 181]
section-divider [12, 1236, 692, 1237]
column-divider [244, 404, 245, 1232]
dateline: ಸುದ್ದಿಮೂಲ ವಾರ್ತೆ, ಹೊಸಕೋಟೆ, ಸೆ.25: [258, 918, 375, 927]
cooperative-meeting-photo [483, 915, 690, 990]
crop-mark-icon [917, 1510, 931, 1524]
dateline: ಸುದ್ದಿಮೂಲ ವಾರ್ತೆ, ಕೆ.ಆರ್.ಪುರ,ಸೆ.25: [708, 1144, 823, 1153]
uniform-distribution-photo [702, 1405, 937, 1505]
photo-caption: ಕೋಟಿ ರೂ. ಚಿನ್ನಾಭರಣ ಸಾಲ 7.67 ಲಕ್ಷ ರೂ.ಗಳ ಸಾಲವನ್ನು ವಿತರಿಸಿದೆ. ಕೇಂದ್ರಗಳು 2.35 ಕೋಟಿ ರೂ. 2024-25 ನೇ ಸಾಲಿನಲ್ಲಿ ವ್ಯಾಪಾರ ಲಾಭ 12.76 ಲಕ್ಷ ರೂ. ಆಗಿದ್ದು, 7.75 ಲಕ್ಷ ರೂ.ಗಳ ನಿವ್ವಳ ಲಾಭ ಗಳಿಸಿದೆ. [483, 993, 680, 1022]
article-body: ಪಟ್ಟಣದ ಟಿಪ್ಪುವಿನ ಕೋಟೆಯಲ್ಲಿ ಕೇಂದ್ರ ಸಂಸ್ಕೃತಿ ಮತ್ತು ಪುರಾತತ್ವ ಸರ್ವೇಕ್ಷಣಾ ಸಚಿವಾಲಯ ಹಾಗೂ ದೇವನಹಳ್ಳಿ ಪುರಸಭೆ ವತಿಯಿಂದ ಏರ್ಪಡಿಸಿದ್ದ ಸ್ವಚ್ಛತಾ ಹಿ ಸೇವಾ ಅಭಿಯಾನದ ಭಾಗವಾಗಿ ಶ್ರಮದಾನ ಕಾರ್ಯಕ್ರಮದಲ್ಲಿ ಜಿಲ್ಲಾಧಿಕಾರಿ ಎ.ಬಿ ಬಸವರಾಜು ಭಾಗಿಯಾಗಿ ಸ್ವಚ್ಛತಾ ಕಾರ್ಯದಲ್ಲಿ ತೊಡಗಿದರು. ಕೋಟೆ ಆವರಣದಲ್ಲಿ ಸ್ವಚ್ಛತಾ ಕಾರ್ಯ ನಡೆಸಿ ಬಳಿಕ ಮಾತನಾಡಿ ಸ್ವಚ್ಛತೆಯನ್ನು ಕಾಪಾಡುವುದು ಪ್ರತಿಯೊಬ್ಬ ವ್ಯಕ್ತಿಯ ಜವಾಬ್ದಾರಿಯಾಗಿದೆ. ಯಾವುದೇ ಅಧಿಕಾರಿ ಕೆಲಸವನ್ನು ಶಿಸ್ತಿನಿಂದ ಮಾಡಿದರೆ ಅದು ಯಶಸ್ವಿಯಾಗುತ್ತದೆ. ಸ್ವಚ್ಛ ಭಾರತ ಅಭಿಯಾನ ಜನಾಂದೋಲನವಾಗಬೇಕು. ಐತಿಹಾಸಿಕ ಸ್ಥಳಗಳನ್ನು ಸಂರಕ್ಷಿಸುವ ಜೊತೆಗೆ ಸ್ವಚ್ಛವಾಗಿಡುವುದು ನಮ್ಮೆಲ್ಲರ ಕರ್ತವ್ಯ. ಸಾರ್ವಜನಿಕರು ಪ್ಲಾಸ್ಟಿಕ್ ಬಳಕೆ ನಿಲ್ಲಿಸಿ ಪರಿಸರ ಸಂರಕ್ಷಣೆಗೆ ಮುಂದಾಗಬೇಕು ಎಂದರು. ಈ ಸಂದರ್ಭದಲ್ಲಿ ಕೇಂದ್ರ ಸಂಸ್ಕೃತಿ ಮತ್ತು ಪುರಾತತ್ವ ಸರ್ವೇಕ್ಷಣಾ ಸಚಿವಾಲಯದ ಅಧಿಕಾರಿಗಳು, ಪುರಸಭೆ ಮುಖ್ಯಾಧಿಕಾರಿ, ಸ್ಥಳೀಯ ಜನಪ್ರತಿನಿಧಿಗಳು ಭಾಗವಹಿಸಿದ್ದರು. [702, 300, 937, 402]
article-body: ಗ್ರಾಮವನ್ನು ಸ್ವಚ್ಛವಾಗಿ, ಸುಂದರವಾಗಿ ಹಾಗೂ ಆರೋಗ್ಯಕರವಾಗಿ ಇಡುವ ಸಂಕಲ್ಪದೊಂದಿಗೆ ಚೇಳೂರು ಗ್ರಾಮ ಪಂಚಾಯಿತಿ ವತಿಯಿಂದ ಗುರುವಾರ ಬೃಹತ್ ಸ್ವಚ್ಛತಾ ಅಭಿಯಾನಕ್ಕೆ ಚಾಲನೆ ನೀಡಲಾಯಿತು. ಇತ್ತೀಚೆಗೆ ನೂತನವಾಗಿ ಅಧಿಕಾರ ವಹಿಸಿಕೊಂಡ ಪಿಡಿಒ ಗೌಸ್ ಪೀರ್ ಅವರು ಸ್ವತಃ ಮುಂಚೂಣಿಯಲ್ಲಿ ನಿಂತು ಅಭಿಯಾನವನ್ನು ಯಶಸ್ವಿಗೊಳಿಸಿದರು. ಗ್ರಾಮ ಪಂಚಾಯಿತಿ ಕಾರ್ಯಾಲಯದ ಆವರಣದಲ್ಲಿ ನಡೆದ ಈ ಅಭಿಯಾನದಲ್ಲಿ ಪಿಡಿಒ ಗೌಸ್ ಪೀರ್ ಅವರು ಸ್ವತಃ ಪೊರಕೆ ಹಿಡಿದು ಅಭಿಯಾನಕ್ಕೆ ಚಾಲನೆ ನೀಡಿದರು. ನಂತರ ಗ್ರಾಮದ ಪ್ರಮುಖ ಬೀದಿಗಳಲ್ಲಿ ಸ್ವಚ್ಛತಾ ಕಾರ್ಯ ನಡೆಸಲಾಯಿತು. ನಂತರ ಪಂಚಾಯಿತಿ ಸಿಬ್ಬಂದಿ ವರ್ಗದವರಿಗೆ ಮತ್ತು ಸ್ಥಳೀಯರಿಗೆ ಸ್ವಚ್ಛತೆ ಹೀ ಸೇವಾ ಅಭಿಯಾನದ ಕುರಿತು ಮಾಹಿತಿ ನೀಡಲಾಯಿತು. [252, 490, 400, 612]
quote-role: ಚೇಳೂರು ಗ್ರಾಂ.ಪ.ಪಿಡಿಒ. [619, 653, 682, 662]
headline: ಸೆ. 29ರಂದು ಉಚಿತ ಅಕ್ಷರಾಭ್ಯಾಸ [12, 410, 181, 428]
kicker: ಕೇಂದ್ರ ಸರ್ಕಾರದ ನಿಯಮ ಪಾಲಿಸದಿರುವುದರಿಂದ ಕನ್ನಡಿಗ ವಿದ್ಯಾರ್ಥಿಗಳು, [156, 91, 548, 111]
quote-icon: ❝ [415, 580, 433, 618]
city: ಬೆಂಗಳೂರು ನಗರ [402, 50, 451, 60]
website-links [200, 47, 340, 79]
article-body: ಸಹಕಾರ ಸಂಘಗಳು ಪ್ರಗತಿ ಹೊಂದಬೇಕಾದರೆ ಪ್ರಾಮಾಣಿಕ ಆಡಳಿತ ಮಂಡಳಿಯ ಅಗತ್ಯವಿದೆ. ನೌಕರರು ನಿಷ್ಠೆಯಿಂದ ಕೆಲಸ ಮಾಡಿ ರೈತರು ಸಹಕಾರ ನೀಡಿದರೆ, ಸಂಘಗಳು ಪ್ರಗತಿಯ ಹಾದಿಯಲ್ಲಿ ಮುನ್ನಡೆಯುತ್ತವೆ. ಆರ್ಥಿಕವಾಗಿ ಬಲಿಷ್ಠಗೊಳ್ಳುತ್ತದೆ ಎಂದು ಸಂಘದ ಅಧ್ಯಕ್ಷ ಕಲ್ಲಪ್ಪ ಹೇಳಿದರು. ನಂದಗುಡಿ ಹೋಬಳಿಯ ಶಿವನಾಪುರದಲ್ಲಿ ಬುಧವಾರ ನಡೆದ ವಿವಿಧೋದ್ದೇಶ ಪ್ರಾಥಮಿಕ ಗ್ರಾಮೀಣ ಕೃಷಿ ಸಹಕಾರ ಸಂಘದ 2024-25ನೇ ಸಾಲಿನ ಸರ್ವ ಸದಸ್ಯರ ವಾರ್ಷಿಕ ಮಹಾಸಭೆಯ ಅಧ್ಯಕ್ಷತೆ ವಹಿಸಿ ಮಾತನಾಡಿದರು. ಸಹಕಾರ ಸಂಘಗಳು ಉತ್ತಮ ಪ್ರಗತಿ ಸಾಧಿಸಲು ರೈತರ ಪಾತ್ರ ಮಹತ್ವದ್ದಾಗಿದೆ. ಸಂಘದಿಂದ ರೈತರಿಗೆ ಬೆಳೆ ಸಾಲ, ಚಿನ್ನಾಭರಣ ಸಾಲ, ಹೈನುಗಾರಿಕೆ ಸಾಲ ಸೇರಿದಂತೆ ವಿವಿಧ ಸಾಲ ಸೌಲಭ್ಯಗಳನ್ನು ನೀಡಲಾಗುತ್ತಿದೆ. ಸಂಘದ ಸದಸ್ಯರು ಸಕಾಲದಲ್ಲಿ ಸಾಲ ಮರುಪಾವತಿ ಮಾಡಿ ಸಂಘದ ಅಭಿವೃದ್ಧಿಗೆ ಸಹಕರಿಸಬೇಕು ಎಂದರು. ಡಿಸಿಸಿ ಬ್ಯಾಂಕ್ ನಿರ್ದೇಶಕ ಬಿ.ವಿ. ಬೈರೇಗೌಡ ಮಾತನಾಡಿ, ಸಹಕಾರ ಸಂಘಗಳು ರೈತರ ಜೀವನಾಡಿಯಾಗಿವೆ. ರೈತರ ಆರ್ಥಿಕ ಅಭಿವೃದ್ಧಿಗೆ ಸಹಕಾರ ಸಂಘಗಳು ಬಹುಮುಖ್ಯ ಪಾತ್ರ ವಹಿಸುತ್ತವೆ. ಸಂಘದ ಸದಸ್ಯರು ಸಂಘದ ಏಳಿಗೆಗೆ ಶ್ರಮಿಸಬೇಕು. ಸಂಘದ ಮುಖ್ಯ ಕಾರ್ಯನಿರ್ವಾಹಕ ಅಧಿಕಾರಿ ಎಂ. ಮುನಿರಾಜು ಸಂಘದ ವಾರ್ಷಿಕ ವರದಿ ಮಂಡಿಸಿದರು. 2024-25ನೇ ಸಾಲಿನಲ್ಲಿ ಸಂಘವು ಒಟ್ಟು 7719 ಷೇರು ಸದಸ್ಯರನ್ನು ಹೊಂದಿದ್ದು, ಷೇರು ಬಂಡವಾಳ 1.08 ಕೋಟಿ, ಠೇವಣಿ 1368, ಸಾಲ ವಿತರಣೆ 52.82 ಲಕ್ಷ, ಲಾಭ 7.87 ಲಕ್ಷ ರೂ., ಠೇವಣಿ 1.86 ಕೋಟಿ ರೂ. [252, 928, 477, 1081]
press-club-banner: PRESS CLUB OF BANGALORE [318, 197, 428, 211]
social-links [662, 47, 799, 79]
date: 26 ಸೆಪ್ಟೆಂಬರ್ 2025 [826, 65, 900, 76]
quote-box-venkatesh [407, 578, 542, 690]
edition-cities: ●ಬೆಂಗಳೂರು ನಗರ ●ಬೆಂಗಳೂರು ಗ್ರಾಮಾಂತರ ●ಬೆಂಗಳೂರು ದಕ್ಷಿಣ ●ತುಮಕೂರು ●ಚಿಕ್ಕಬಳ್ಳಾಪುರ ●ಮೈಸೂರು [395, 50, 589, 76]
crop-mark-icon [927, 24, 941, 38]
quote-role: ಅಂಗಡಿ ಮಾಲೀಕ. [492, 653, 534, 662]
twitter-link[interactable]: twitter.com/@suddimoola22 [672, 66, 799, 76]
quote-box-gous-peer [550, 578, 690, 690]
headline: ‘ರೈತರಿಂದ ಸಹಕಾರ ಸಂಘಗಳ ಪ್ರಗತಿ ಸುಲಭ’ [279, 873, 663, 904]
quote-text: ಗ್ರಾಮ ಪಂಚಾಯಿತಿ ಅಭಿವೃದ್ಧಿ ಅಧಿಕಾರಿಗಳ ಈ ಕ್ರಮ ನಿಜಕ್ಕೂ ಶ್ಲಾಘನೀಯ. ನಮ್ಮ ಗ್ರಾಮದ ಸ್ವಚ್ಛತೆ ಮತ್ತು ಆರೋಗ್ಯ ಕಾಪಾಡಲು ಇಂತಹ ಅಭಿಯಾನಗಳು ನಿರಂತರವಾಗಿ ನಡೆಯಬೇಕು. [415, 587, 521, 640]
article-shramadana-col2: ಸಮುದಾಯದಲ್ಲಿ ಒಟ್ಟಾಗಿ ಮತ್ತು ಸಾಮೂಹಿಕ ಭಾವನೆಯನ್ನು ಬೆಳೆಸುತ್ತದೆ ಎಂದರು. ಕಾರ್ಯನಿರ್ವಾಹಕ ಅಧಿಕಾರಿ ಮಾತನಾಡಿ, ಗ್ರಾಮೀಣ ಮತ್ತು ನಗರ ಪ್ರದೇಶಗಳಲ್ಲಿ ಸ್ವಚ್ಛತೆ ಕಾಪಾಡುವುದು ನಮ್ಮೆಲ್ಲರ ಹೊಣೆಗಾರಿಕೆ. ಆಸಕ್ತಿ ವಹಿಸಿ ಪಾಲ್ಗೊಳ್ಳಬೇಕು. ಜಾಗೃತಿ ಮೂಡಿಸಲಾಯಿತು. ಉದ್ದೇಶವಾಗಿದೆ ಎಂದರು. ಬೃಹತ್ ಕಸದ ರಾಶಿಯನ್ನು ಗುರುತಿಸಿ ಅವುಗಳನ್ನು ತೆರವುಗೊಳಿಸಲಾಯಿತು. ಅಭಿಯಾನದಲ್ಲಿ ಸಾರ್ವಜನಿಕರು ಪಾಲ್ಗೊಂಡು ಸ್ವಚ್ಛತಾ ಕಾರ್ಯಕ್ರಮ ಯಶಸ್ವಿಗೊಳಿಸಲಾಯಿತು. ಸರ್ಕಾರದ ಯೋಜನೆಗಳ ಬಗ್ಗೆ ಮಾಹಿತಿ ನೀಡಿದರು. [192, 1422, 347, 1513]
dateline: ಸುದ್ದಿಮೂಲ ವಾರ್ತೆ, ದೇವನಹಳ್ಳಿ, ಸೆ.25: [28, 840, 141, 849]
epaper-link[interactable]: > https://epaper.suddimoola.in [200, 66, 340, 76]
quote-author: ವೆಂಕಟೇಶ್, [505, 642, 534, 651]
article-obc-col3: ವರ್ಗದವರ ಪಟ್ಟಿಯಲ್ಲಿ ಬರುವ ಎಲ್ಲರಿಗೂ ಒಬಿಸಿ ಕೆನೆಪದರ ಪ್ರಮಾಣಪತ್ರ ನೀಡಲಾಗುತ್ತದೆ. ನಮ್ಮಲ್ಲಿ ಈ ರೀತಿ ಸುಲಭವಾಗಿ ನೀಡದೇ ಇರುವುದರಿಂದ ನಮ್ಮ ಮಕ್ಕಳು ಸಿಇಟಿ, ನೀಟ್, ಸಿಎಟಿ, ಎಂಜಿನಿಯರಿಂಗ್ ಸ್ಪರ್ಧಾತ್ಮಕ ಪರೀಕ್ಷೆಯಲ್ಲಿ ಮೀಸಲಾತಿಯಿಂದ ವಂಚಿತರಾಗುತ್ತಿದ್ದಾರೆ. ಅಲ್ಲದೆ, ಮುಖ್ಯವಾಗಿ ಕರ್ನಾಟಕದ ಯುವಕರು ಬೇರೆ ರಾಜ್ಯಗಳಲ್ಲಿ ಕೇಂದ್ರ ಸರ್ಕಾರಿ ನೌಕರಿ ಪಡೆಯಲು ಸಹ ಇದರಿಂದ ಅನ್ಯಾಯ ಆಗುತ್ತಿದೆ. ಹಿಂದಿ ರಾಜ್ಯಗಳ ಜನರು ತಮ್ಮ ರಾಜ್ಯಗಳಲ್ಲಿ ಪ್ರಮಾಣಪತ್ರಗಳನ್ನು ಪಡೆದು ಸುಲಭವಾಗಿ ಉದ್ಯೋಗ ಪಡೆಯುತ್ತಿದ್ದಾರೆ. [360, 278, 520, 359]
article-plastic-col2: ಫಲಾನುಭವಿಗಳು. ನಮ್ಮ ಗ್ರಾಮವನ್ನು ಸ್ವಚ್ಛ ಮತ್ತು ಪ್ಲಾಸ್ಟಿಕ್ ಮುಕ್ತ ಗ್ರಾಮವಾಗಿ ನಿರ್ಮಾಣ ಮಾಡುವ ನಿಟ್ಟಿನಲ್ಲಿ ಪ್ರತಿಯೊಬ್ಬ ನಾಗರಿಕರು ಸಹಕರಿಸಬೇಕು. ಅಂಗಡಿ ಮಾಲೀಕರು ಪ್ಲಾಸ್ಟಿಕ್ ಬಳಕೆ ನಿಲ್ಲಿಸಬೇಕು. ಈ ವೇಳೆ ಗ್ರಾಮ ಪಂಚಾಯಿತಿ ಸದಸ್ಯರು, ಸಿಬ್ಬಂದಿ ವರ್ಗದವರು, ಗ್ರಾಮಸ್ಥರು ಪಾಲ್ಗೊಂಡಿದ್ದರು. ಆರೋಗ್ಯದ ಬಗ್ಗೆ ಕಾಳಜಿ ವಹಿಸುವುದು ಅಗತ್ಯ. ಸ್ವಚ್ಛತೆಯೇ ನಮ್ಮ ಆರೋಗ್ಯದ ಗುಟ್ಟು ಎಂದು ಹೇಳಿದರು. ಅಭಿಯಾನದಲ್ಲಿ ಪಾಲ್ಗೊಂಡವರಿಗೆ ಪ್ರಮಾಣ ವಚನ ಬೋಧಿಸಲಾಯಿತು. [407, 695, 542, 786]
article-body: ಪ್ರಜಾಪ್ರಭುತ್ವದ ನಾಲ್ಕು ಅಂಗಗಳ ಪೈಕಿ ಪತ್ರಿಕಾ ರಂಗವೂ ಸಹ ಒಂದಾಗಿದ್ದು, ಯಾವುದೇ ಸರ್ಕಾರ ಅಥವಾ ರಾಜಕಾರಣಿಗಳ ತಪ್ಪುಗಳನ್ನು ತಿದ್ದಿ ತಿಳಿ ಹೇಳುವ ಕೆಲಸವನ್ನು ಪತ್ರಕರ್ತರು ಮಾಡಬೇಕು ಎಂದು ಮಾಜಿ ಶಾಸಕ ಎಸ್.ಆರ್. ಸುರೇಶ್ ಬಾಬು ಹೇಳಿದರು. ಜಿಲ್ಲಾ ಕಾರ್ಯನಿರತ ಪತ್ರಕರ್ತರ ಸಂಘದ ವತಿಯಿಂದ ಏರ್ಪಡಿಸಿದ್ದ ಗ್ರಾಮೀಣ ಪತ್ರಕರ್ತರ ವಿಶೇಷ ಕಾರ್ಯಾಗಾರ ಉದ್ಘಾಟಿಸಿ ಮಾತನಾಡಿದ ಅವರು, ಡಿಜಿಟಲ್ ಯುಗದಲ್ಲಿ ಪತ್ರಿಕೋದ್ಯಮ ಹೊಸ ಸವಾಲುಗಳನ್ನು ಎದುರಿಸುತ್ತಿದೆ. ಗ್ರಾಮೀಣ ಭಾಗದ ಪತ್ರಕರ್ತರು ಜನರ ಸಮಸ್ಯೆಗಳನ್ನು ಸರ್ಕಾರದ ಗಮನಕ್ಕೆ ತರುವ ಮಹತ್ವದ ಕೆಲಸ ಮಾಡುತ್ತಿದ್ದಾರೆ. ಅವರಿಗೆ ಸರ್ಕಾರದಿಂದ ಸೌಲಭ್ಯಗಳು ದೊರೆಯಬೇಕು. ಪತ್ರಕರ್ತರು ವಸ್ತುನಿಷ್ಠ ವರದಿಗಳನ್ನು ನೀಡಬೇಕು ಎಂದರು. ಸೆ. 26 ಮತ್ತು 27ರಂದು ಕಾರ್ಯಾಗಾರ ನಡೆಯಲಿದೆ. ಕಾರ್ಯಾಗಾರದಲ್ಲಿ ಹಿರಿಯ ಪತ್ರಕರ್ತರು ವಿವಿಧ ವಿಷಯಗಳ ಕುರಿತು ಉಪನ್ಯಾಸ ನೀಡಲಿದ್ದಾರೆ. ಈ ಸಂದರ್ಭದಲ್ಲಿ ಜಿಲ್ಲಾ ಅಧ್ಯಕ್ಷರು, ಪ್ರಧಾನ ಕಾರ್ಯದರ್ಶಿ, ತಾಲೂಕು ಘಟಕದ ಪದಾಧಿಕಾರಿಗಳು, ಹಿರಿಯ ಪತ್ರಕರ್ತರು ಉಪಸ್ಥಿತರಿದ್ದರು. ಪತ್ರಿಕೋದ್ಯಮ ಕ್ಷೇತ್ರದಲ್ಲಿ ಸುದೀರ್ಘ ಸೇವೆ ಸಲ್ಲಿಸಿದ ಹಿರಿಯ ಪತ್ರಕರ್ತರನ್ನು ಸನ್ಮಾನಿಸಲಾಯಿತು. ಮುಂದಿನ ದಿನಗಳಲ್ಲಿ ಇಂತಹ ಕಾರ್ಯಾಗಾರಗಳನ್ನು ಪ್ರತಿ ತಾಲೂಕಿನಲ್ಲಿ ಆಯೋಜಿಸಲಾಗುವುದು. ಯುವ ಪತ್ರಕರ್ತರು ಇದರ ಸದುಪಯೋಗ ಪಡೆಯಬೇಕು ಎಂದು ತಿಳಿಸಿದರು. ಪ್ರತಿ ತಾಲೂಕಿನಿಂದ ಪತ್ರಕರ್ತರು ಭಾಗವಹಿಸಿದ್ದರು. ಕಾರ್ಯಕ್ರಮದಲ್ಲಿ ಹಲವು ಗಣ್ಯರು ಉಪಸ್ಥಿತರಿದ್ದು ಕಾರ್ಯಾಗಾರವನ್ನು ಯಶಸ್ವಿಗೊಳಿಸಿದರು. ಪತ್ರಕರ್ತರು ಕಾನೂನು ಮತ್ತು ನೀತಿ ಸಂಹಿತೆಯ ಬಗ್ಗೆ ಅರಿವು ಹೊಂದಿರಬೇಕು ಎಂದು ಸಲಹೆ ನೀಡಿದರು. [702, 628, 937, 781]
quote-icon: ❝ [558, 580, 576, 618]
akshara-photo [22, 436, 240, 548]
workshop-photo [702, 562, 937, 614]
dateline: ಸುದ್ದಿಮೂಲ ವಾರ್ತೆ, ತುಮಕೂರು, ಸೆ.25: [708, 618, 823, 627]
article-body: ನಗರದ ರಿಂಗ್ ರಸ್ತೆ ಪಕ್ಕದ ಸರ್ಕಾರಿ ಜಾಗದಲ್ಲಿ ಸ್ವಚ್ಛತಾ ಹಿ ಸೇವಾ ಅಭಿಯಾನದ ಅಂಗವಾಗಿ ಜಿಲ್ಲಾ ಪಂಚಾಯಿತಿ ಮತ್ತು ಮಹಾನಗರ ಪಾಲಿಕೆ ಹಾಗೂ ಜಿಲ್ಲಾ ಯೋಜನಾಧಿಕಾರಿ ಸಹಯೋಗದಲ್ಲಿ ಒಂದು ದಿನ ಒಂದು ಗಂಟೆ ಶ್ರಮದಾನ ಕಾರ್ಯಕ್ರಮ ನಡೆಯಿತು. ಕಾರ್ಯನಿರ್ವಾಹಕ ಅಧಿಕಾರಿ ಲಕ್ಷ್ಮೀ ನಾರಾಯಣ ಸ್ವಾಮಿ ನೇತೃತ್ವದಲ್ಲಿ ಸ್ವಚ್ಛತಾ ಅಭಿಯಾನ ಹಮ್ಮಿಕೊಳ್ಳಲಾಗಿತ್ತು. ಜಿಲ್ಲಾ ಪಂಚಾಯಿತಿ ಮುಖ್ಯ ಕಾರ್ಯನಿರ್ವಾಹಕ ಅಧಿಕಾರಿ ಪ್ರಭು ಮಾತನಾಡಿ, ಸ್ವಚ್ಛತೆಯ ಸಮುದಾಯದ ಕಲ್ಯಾಣಕ್ಕೆ ಅತ್ಯವಶ್ಯಕ. ಆರೋಗ್ಯವಂತ ಸಮಾಜ ನಿರ್ಮಾಣಕ್ಕೆ ಪ್ರತಿಯೊಬ್ಬರೂ ಜವಾಬ್ದಾರಿಯುತವಾಗಿ ವರ್ತಿಸಬೇಕು. ಪಾಲಿಕೆ ಆಯುಕ್ತರು, ಜಿಲ್ಲಾ ಮಟ್ಟದ ಅಧಿಕಾರಿಗಳು ಭಾಗವಹಿಸಿದ್ದರು. ನಾಗರಿಕರು ಸಹಕರಿಸಬೇಕು ಎಂದರು. [22, 1306, 187, 1408]
article-swachhata-dc [702, 90, 937, 126]
article-raitha-col2: 2024-25ನೇ ಆಯವ್ಯಯ ಮಂಡನೆ ಮಾಡಿ ಸಂಘಕ್ಕೆ ಬರಬೇಕಾಗಿರುವ ಸಾಲದ ಬಾಕಿ ವಸೂಲಿ ಮಾಡಿ ಬ್ಯಾಂಕಿನ ವ್ಯವಹಾರ ಸುಧಾರಿಸುವ ಬಗ್ಗೆ ಸದಸ್ಯರಿಗೆ ಮನವರಿಕೆ ಮಾಡಲಾಯಿತು. ಮುಂದಿನ ದಿನಗಳಲ್ಲಿ ಸಂಘವನ್ನು ಮತ್ತಷ್ಟು ಅಭಿವೃದ್ಧಿಪಡಿಸುವ ಬಗ್ಗೆ ಚರ್ಚಿಸಲಾಯಿತು. ಅತಿ ಹೆಚ್ಚು ಹಾಲು ಸರಬರಾಜು ಮಾಡಿದ ರೈತರನ್ನು ಸನ್ಮಾನಿಸಲಾಯಿತು. 2025-26ನೇ ಸಾಲಿನ ಅಂದಾಜು ಬಜೆಟ್‌ಗೆ ಅನುಮೋದನೆ ಪಡೆಯಲಾಯಿತು. ಕಾರ್ಯಕ್ರಮದಲ್ಲಿ ಸಂಘದ ಉಪಾಧ್ಯಕ್ಷ ಹೆಚ್.ವಿ. ವಿಜಯ, ನಿರ್ದೇಶಕರಾದ ಎನ್.ಕೆ. ಕೃಷ್ಣಪ್ಪ, ಉಮೇಶ್, ವೆಂಕಟೇಶ್, ಮಂಜುನಾಥ್, ಮುನಿಯಪ್ಪ, ಮಹದೇವಪ್ಪ, ಎಂ. ಮುನಿರಾಜು, ನಾರಾಯಣಪ್ಪ, ಡಿಸಿಸಿ ಬ್ಯಾಂಕ್ ಪ್ರತಿನಿಧಿ ಎಚ್.ಎಂ. ರಾಜು, ಸಿಬ್ಬಂದಿ ವರ್ಗ ಹಾಗೂ ಸದಸ್ಯರು ಹಾಜರಿದ್ದರು. [483, 1030, 690, 1121]
article-pourakarmika [702, 1120, 937, 1140]
headline: ಸ್ವಚ್ಛತಾ ಹೀ ಸೇವಾ- ಆಂದೋಲನ ಸಸಿ ನೆಡುವ ಮೂಲಕ ಡಿಸಿ ಚಾಲನೆ [702, 91, 906, 125]
section-divider [702, 1116, 937, 1117]
